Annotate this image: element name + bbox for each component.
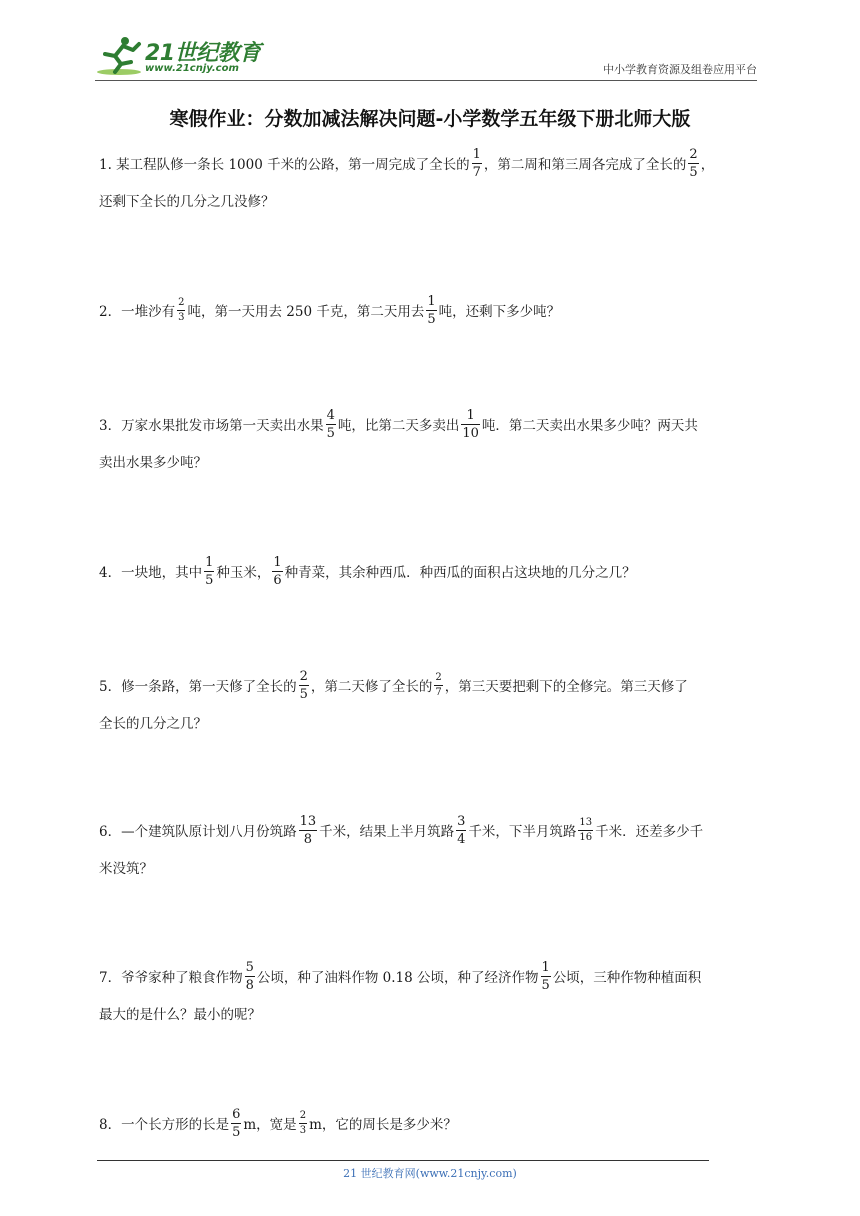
fraction: $\frac{1}{6}$: [273, 555, 282, 588]
fraction: $\frac{5}{8}$: [245, 960, 254, 993]
fraction: $\frac{1}{5}$: [541, 960, 550, 993]
document-title: 寒假作业：分数加减法解决问题-小学数学五年级下册北师大版: [169, 108, 691, 130]
logo-text: 21世纪教育: [145, 41, 261, 66]
fraction: $\frac{13}{8}$: [299, 814, 317, 847]
footer-divider: [97, 1160, 709, 1161]
fraction: $\frac{3}{4}$: [457, 814, 466, 847]
fraction: $\frac{1}{5}$: [205, 555, 214, 588]
fraction: $\frac{4}{5}$: [326, 408, 335, 441]
header-divider: [95, 80, 757, 81]
fraction: $\frac{6}{5}$: [232, 1107, 241, 1140]
running-figure-icon: [95, 34, 145, 78]
fraction: $\frac{2}{5}$: [299, 669, 308, 702]
fraction: $\frac{2}{3}$: [299, 1110, 307, 1136]
fraction: $\frac{2}{5}$: [689, 147, 698, 180]
page-header: [95, 34, 757, 80]
fraction: $\frac{2}{7}$: [435, 672, 442, 698]
fraction: $\frac{2}{3}$: [178, 297, 185, 323]
platform-tagline: 中小学教育资源及组卷应用平台: [603, 63, 757, 76]
logo-url: www.21cnjy.com: [145, 63, 239, 74]
footer-link[interactable]: 21 世纪教育网(www.21cnjy.com): [343, 1167, 517, 1180]
fraction: $\frac{1}{10}$: [462, 408, 479, 441]
fraction: $\frac{1}{5}$: [427, 294, 436, 327]
fraction: $\frac{1}{7}$: [472, 147, 481, 180]
site-logo[interactable]: [95, 34, 285, 78]
fraction: $\frac{13}{16}$: [579, 817, 593, 843]
